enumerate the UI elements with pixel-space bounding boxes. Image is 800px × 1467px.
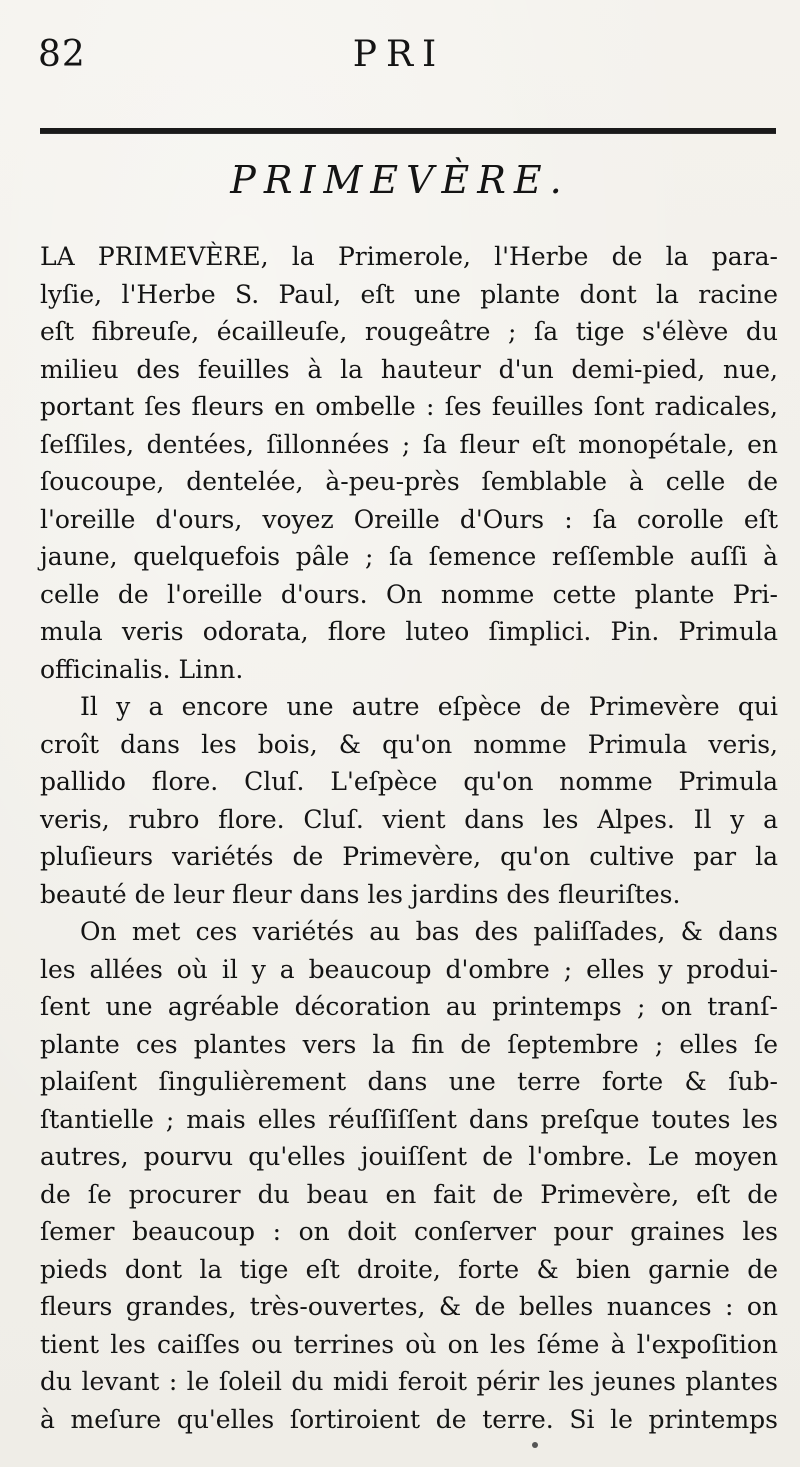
text-line: ſemer beaucoup : on doit conſerver pour graines les [40, 1217, 778, 1246]
text-line: beauté de leur fleur dans les jardins des fleuriſtes. [40, 879, 681, 909]
text-line: ſoucoupe, dentelée, à-peu-près ſemblable à celle de [40, 467, 778, 496]
article-body [40, 238, 778, 1438]
text-line: de ſe procurer du beau en fait de Primevère, eſt de [40, 1179, 778, 1209]
paragraph-1 [40, 238, 778, 688]
text-line: ſeſſiles, dentées, ſillonnées ; ſa fleur eſt monopétale, en [40, 429, 778, 459]
text-line: les allées où il y a beaucoup d'ombre ; elles y produi- [40, 954, 778, 984]
print-speck [532, 1442, 538, 1448]
text-line: eſt fibreuſe, écailleuſe, rougeâtre ; ſa tige s'élève du [40, 317, 778, 346]
text-line: LA PRIMEVÈRE, la Primerole, l'Herbe de la para- [40, 242, 778, 271]
text-line: croît dans les bois, & qu'on nomme Primula veris, [40, 729, 778, 759]
text-line: jaune, quelquefois pâle ; ſa ſemence reſſemble auſſi à [40, 542, 778, 571]
text-line: ſtantielle ; mais elles réuſſiſſent dans preſque toutes les [40, 1104, 778, 1134]
text-line: milieu des feuilles à la hauteur d'un demi-pied, nue, [40, 354, 778, 384]
page-number: 82 [38, 34, 86, 75]
text-line: lyſie, l'Herbe S. Paul, eſt une plante dont la racine [40, 279, 778, 309]
text-line: ſent une agréable décoration au printemps ; on tranſ- [40, 992, 778, 1021]
paragraph-3 [40, 913, 778, 1438]
paragraph-2 [40, 688, 778, 913]
running-head [38, 28, 760, 78]
text-line: plante ces plantes vers la fin de ſeptembre ; elles ſe [40, 1029, 778, 1059]
text-line: à meſure qu'elles ſortiroient de terre. Si le printemps [40, 1404, 778, 1434]
text-line: pallido flore. Cluſ. L'eſpèce qu'on nomme Primula [40, 767, 778, 796]
text-line: fleurs grandes, très-ouvertes, & de belles nuances : on [40, 1292, 778, 1321]
article-title: PRIMEVÈRE. [230, 158, 570, 202]
text-line: plaiſent ſingulièrement dans une terre forte & ſub- [40, 1067, 778, 1096]
text-line: officinalis. Linn. [40, 654, 244, 684]
text-line: veris, rubro flore. Cluſ. vient dans les Alpes. Il y a [40, 804, 778, 834]
text-line: mula veris odorata, flore luteo ſimplici. Pin. Primula [40, 617, 778, 646]
text-line: du levant : le ſoleil du midi feroit périr les jeunes plantes [40, 1367, 778, 1396]
header-rule [40, 128, 776, 134]
text-line: celle de l'oreille d'ours. On nomme cette plante Pri- [40, 579, 778, 609]
text-line: l'oreille d'ours, voyez Oreille d'Ours : ſa corolle eſt [40, 504, 778, 534]
text-line: tient les caiſſes ou terrines où on les ſéme à l'expoſition [40, 1329, 778, 1359]
text-line: autres, pourvu qu'elles jouiſſent de l'ombre. Le moyen [40, 1142, 778, 1171]
running-head-word: PRI [352, 34, 446, 75]
text-line: On met ces variétés au bas des paliſſades, & dans [80, 917, 778, 946]
text-line: pieds dont la tige eſt droite, forte & bien garnie de [40, 1254, 778, 1284]
text-line: pluſieurs variétés de Primevère, qu'on cultive par la [40, 842, 778, 871]
text-line: Il y a encore une autre eſpèce de Primevère qui [80, 692, 778, 721]
text-line: portant ſes fleurs en ombelle : ſes feuilles ſont radicales, [40, 392, 778, 421]
